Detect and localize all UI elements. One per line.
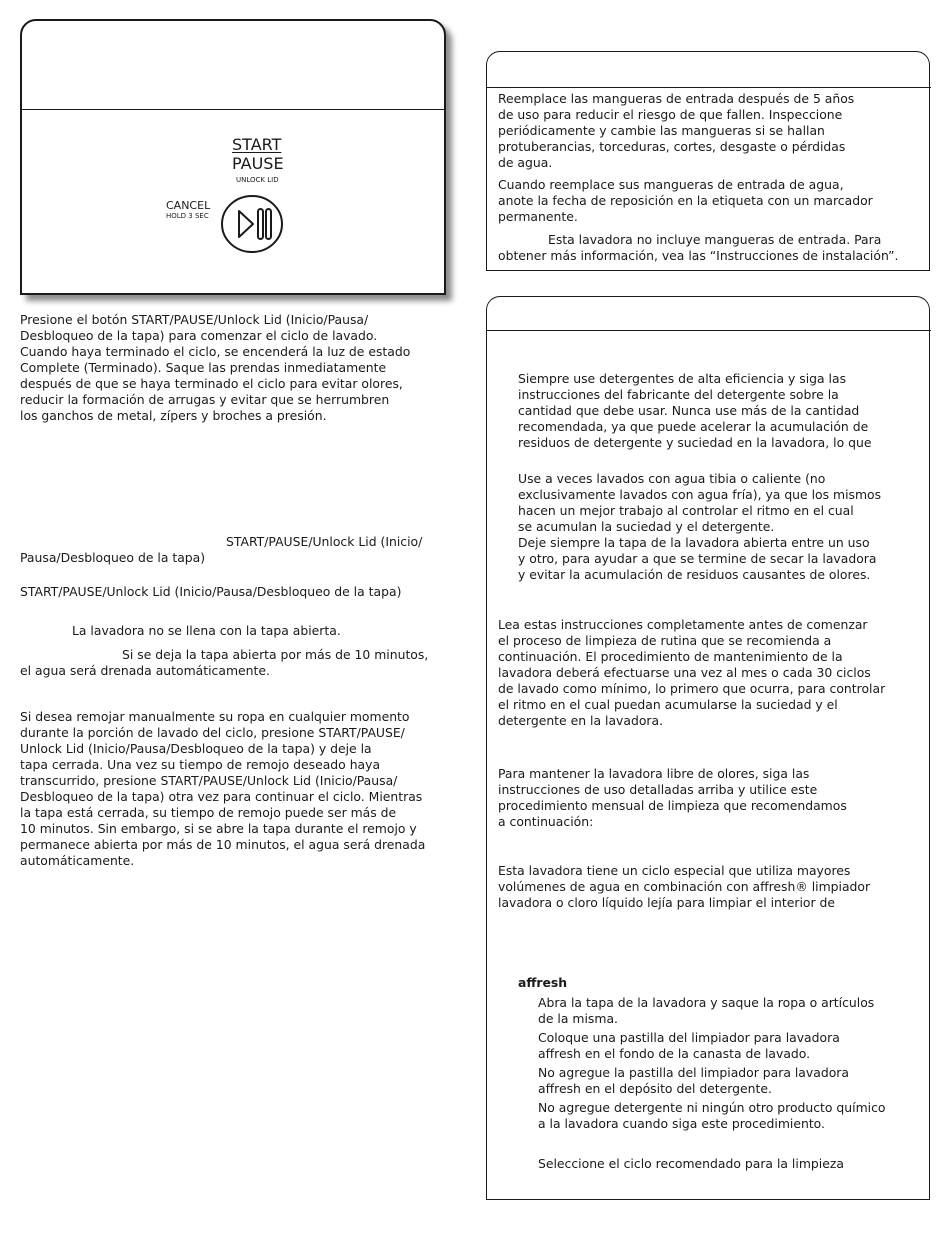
odor-paragraph: Para mantener la lavadora libre de olores, siga las instrucciones de uso detalladas arriba y utilice este procedimiento mensual de limpieza que recomendamos a continuación: bbox=[498, 766, 847, 829]
unlock-paragraph: START/PAUSE/Unlock Lid (Inicio/Pausa/Desbloqueo de la tapa) bbox=[20, 584, 402, 599]
hold-label: HOLD 3 SEC bbox=[166, 212, 209, 220]
start-cycle-paragraph: Presione el botón START/PAUSE/Unlock Lid (Inicio/Pausa/ Desbloqueo de la tapa) para comenzar el ciclo de lavado. Cuando haya terminado el ciclo, se encenderá la luz de estado Complete (Terminado). Saque las prendas inmediatamente después de que se haya terminado el ciclo para evitar olores, reducir la formación de arrugas y evitar que se herrumbren los ganchos de metal, zípers y broches a presión. bbox=[20, 312, 411, 423]
drain-note-line1: Si se deja la tapa abierta por más de 10 minutos, bbox=[122, 647, 429, 662]
soak-paragraph: Si desea remojar manualmente su ropa en cualquier momento durante la porción de lavado del ciclo, presione START/PAUSE/ Unlock Lid (Inicio/Pausa/Desbloqueo de la tapa) y deje la tapa cerrada. Una vez su tiempo de remojo deseado haya transcurrido, presione START/PAUSE/Unlock Lid (Inicio/Pausa/ Desbloqueo de la tapa) otra vez para continuar el ciclo. Mientras la tapa está cerrada, su tiempo de remojo puede ser más de 10 minutos. Sin embargo, si se abre la tapa durante el remojo y permanece abierta por más de 10 minutos, el agua será drenada automáticamente. bbox=[20, 709, 426, 868]
panel-divider bbox=[20, 109, 446, 110]
cancel-label: CANCEL bbox=[166, 199, 211, 212]
routine-cleaning-paragraph: Lea estas instrucciones completamente antes de comenzar el proceso de limpieza de rutina que se recomienda a continuación. El procedimiento de mantenimiento de la lavadora deberá efectuarse una vez al mes o cada 30 ciclos de lavado como mínimo, lo primero que ocurra, para controlar el ritmo en el cual puedan acumularse la suciedad y el detergente en la lavadora. bbox=[498, 617, 886, 728]
hoses-box-header-line bbox=[486, 87, 931, 88]
special-cycle-paragraph: Esta lavadora tiene un ciclo especial que utiliza mayores volúmenes de agua en combinación con affresh® limpiador lavadora o cloro líquido lejía para limpiar el interior de bbox=[498, 863, 871, 910]
hoses-paragraph-1: Reemplace las mangueras de entrada después de 5 años de uso para reducir el riesgo de que fallen. Inspeccione periódicamente y cambie las mangueras si se hallan protuberancias, torceduras, cortes, desgaste o pérdidas de agua. bbox=[498, 91, 855, 170]
unlock-lid-label: UNLOCK LID bbox=[236, 176, 279, 184]
hoses-note-line2: obtener más información, vea las “Instrucciones de instalación”. bbox=[498, 248, 899, 263]
maintenance-box-header-line bbox=[486, 330, 931, 331]
play-pause-icon bbox=[220, 194, 284, 254]
pause-paragraph-line2: Pausa/Desbloqueo de la tapa) bbox=[20, 550, 206, 565]
affresh-heading: affresh bbox=[518, 975, 568, 990]
detergent-tip: Siempre use detergentes de alta eficiencia y siga las instrucciones del fabricante del detergente sobre la cantidad que debe usar. Nunca use más de la cantidad recomendada, ya que puede acelerar la acumulación de residuos de detergente y suciedad en la lavadora, lo que bbox=[518, 371, 872, 450]
hoses-paragraph-2: Cuando reemplace sus mangueras de entrada de agua, anote la fecha de reposición en la etiqueta con un marcador permanente. bbox=[498, 177, 873, 224]
warm-water-tip: Use a veces lavados con agua tibia o caliente (no exclusivamente lavados con agua fría), ya que los mismos hacen un mejor trabajo al controlar el ritmo en el cual se acumulan la suciedad y el detergente. Deje siempre la tapa de la lavadora abierta entre un uso y otro, para ayudar a que se termine de secar la lavadora y evitar la acumulación de residuos causantes de olores. bbox=[518, 471, 882, 582]
select-cycle-step: Seleccione el ciclo recomendado para la limpieza bbox=[538, 1156, 844, 1171]
drain-note-line2: el agua será drenada automáticamente. bbox=[20, 663, 270, 678]
pause-paragraph-line1: START/PAUSE/Unlock Lid (Inicio/ bbox=[226, 534, 423, 549]
hoses-note-line1: Esta lavadora no incluye mangueras de entrada. Para bbox=[548, 232, 882, 247]
affresh-steps: Abra la tapa de la lavadora y saque la ropa o artículos de la misma. Coloque una pastilla del limpiador para lavadora affresh en el fondo de la canasta de lavado. No agregue la pastilla del limpiador para lavadora affresh en el depósito del detergente. No agregue detergente ni ningún otro producto químico a la lavadora cuando siga este procedimiento. bbox=[538, 995, 886, 1131]
lid-note: La lavadora no se llena con la tapa abierta. bbox=[72, 623, 341, 638]
start-label: START bbox=[232, 135, 282, 154]
pause-label: PAUSE bbox=[232, 154, 284, 173]
